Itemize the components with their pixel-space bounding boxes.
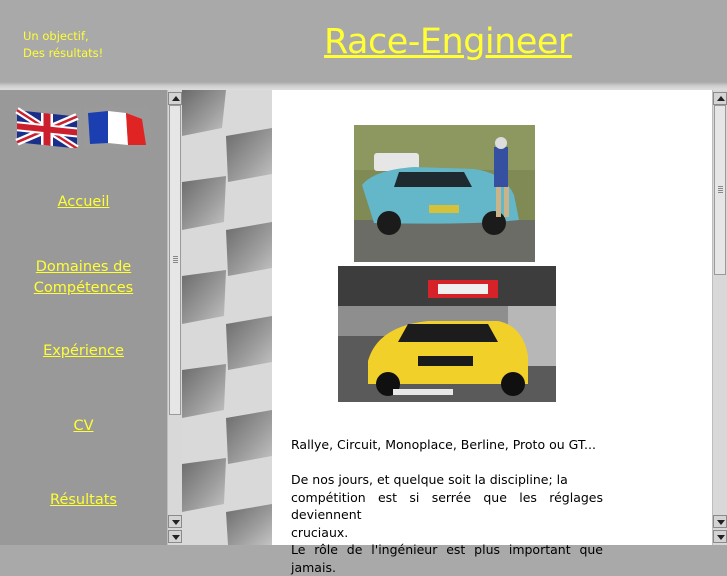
description-line-1: De nos jours, et quelque soit la discipline; la [291,472,568,487]
description-paragraph [291,471,603,576]
content-scroll-down-button[interactable] [713,515,727,528]
nav-cv-label: CV [73,418,94,434]
nav-scroll-thumb[interactable] [169,105,181,415]
intro-text: Rallye, Circuit, Monoplace, Berline, Proto ou GT... [291,437,596,452]
nav-scroll-grip-icon [173,256,178,264]
nav-scroll-down-button-2[interactable] [168,530,182,543]
circuit-car-photo [338,266,556,402]
slogan-line-1: Un objectif, [23,29,89,43]
nav-resultats-label: Résultats [50,492,117,508]
nav-experience-label: Expérience [43,343,124,359]
slogan [23,28,103,62]
description-line-4: Le rôle de l'ingénieur est plus important que jamais. [291,542,603,575]
nav-scrollbar[interactable] [167,90,182,545]
content-scroll-down-button-2[interactable] [713,530,727,543]
nav-domaines-link[interactable] [0,257,167,299]
nav-domaines-label-1: Domaines de [35,259,132,275]
uk-flag-icon[interactable] [15,107,81,148]
nav-domaines-label-2: Compétences [33,280,134,296]
description-line-2: compétition est si serrée que les réglages deviennent [291,489,603,522]
nav-accueil-label: Accueil [57,194,110,210]
checker-decoration [182,90,272,545]
checker-pattern-icon [182,90,272,545]
content-scroll-thumb[interactable] [714,105,726,275]
content-frame [272,90,712,575]
content-scrollbar[interactable] [712,90,727,545]
nav-accueil-link[interactable] [0,192,167,213]
nav-cv-link[interactable] [0,416,167,437]
rally-car-photo [354,125,535,262]
slogan-line-2: Des résultats! [23,46,104,60]
header [0,0,727,90]
content-scroll-up-button[interactable] [713,92,727,105]
site-title-link[interactable]: Race-Engineer [324,22,572,62]
nav-resultats-link[interactable] [0,490,167,511]
description-line-3: cruciaux. [291,524,349,540]
nav-scroll-up-button[interactable] [168,92,182,105]
content-scroll-grip-icon [718,186,723,194]
nav-experience-link[interactable] [0,341,167,362]
nav-scroll-down-button[interactable] [168,515,182,528]
french-flag-icon[interactable] [84,107,151,148]
nav-frame [0,90,167,545]
